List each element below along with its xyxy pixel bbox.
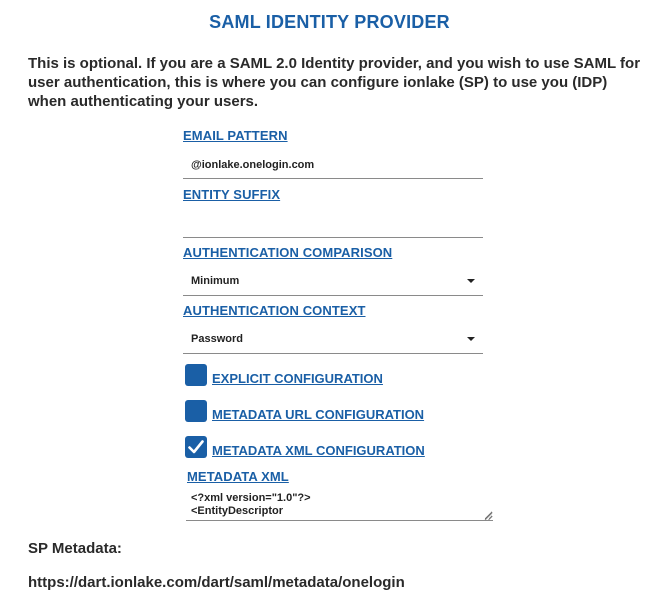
- explicit-configuration-checkbox[interactable]: [185, 364, 207, 386]
- sp-metadata-heading: SP Metadata:: [28, 540, 122, 557]
- authentication-comparison-value: Minimum: [191, 275, 240, 287]
- page-title: SAML IDENTITY PROVIDER: [209, 12, 450, 32]
- sp-metadata-url: https://dart.ionlake.com/dart/saml/metadata/onelogin: [28, 574, 405, 591]
- intro-text: This is optional. If you are a SAML 2.0 Identity provider, and you wish to use SAML for user authentication, this is where you can configure ionlake (SP) to use you (IDP) when authenticating your users.: [28, 55, 641, 110]
- metadata-xml-configuration-label[interactable]: METADATA XML CONFIGURATION: [212, 443, 425, 458]
- authentication-comparison-label: AUTHENTICATION COMPARISON: [183, 245, 393, 260]
- authentication-context-select[interactable]: [183, 324, 483, 354]
- resize-grip-icon[interactable]: [483, 511, 493, 521]
- explicit-configuration-label[interactable]: EXPLICIT CONFIGURATION: [212, 371, 383, 386]
- metadata-xml-label: METADATA XML: [187, 469, 289, 484]
- chevron-down-icon: [467, 279, 475, 283]
- checkmark-icon: [188, 440, 204, 454]
- metadata-xml-configuration-checkbox[interactable]: [185, 436, 207, 458]
- authentication-context-value: Password: [191, 333, 243, 345]
- authentication-comparison-select[interactable]: [183, 266, 483, 296]
- authentication-context-label: AUTHENTICATION CONTEXT: [183, 303, 366, 318]
- metadata-url-configuration-checkbox[interactable]: [185, 400, 207, 422]
- metadata-xml-textarea[interactable]: [186, 486, 493, 521]
- entity-suffix-input[interactable]: [183, 210, 483, 238]
- metadata-url-configuration-label[interactable]: METADATA URL CONFIGURATION: [212, 407, 425, 422]
- chevron-down-icon: [467, 337, 475, 341]
- entity-suffix-label: ENTITY SUFFIX: [183, 187, 281, 202]
- email-pattern-input[interactable]: [183, 151, 483, 179]
- email-pattern-label: EMAIL PATTERN: [183, 128, 288, 143]
